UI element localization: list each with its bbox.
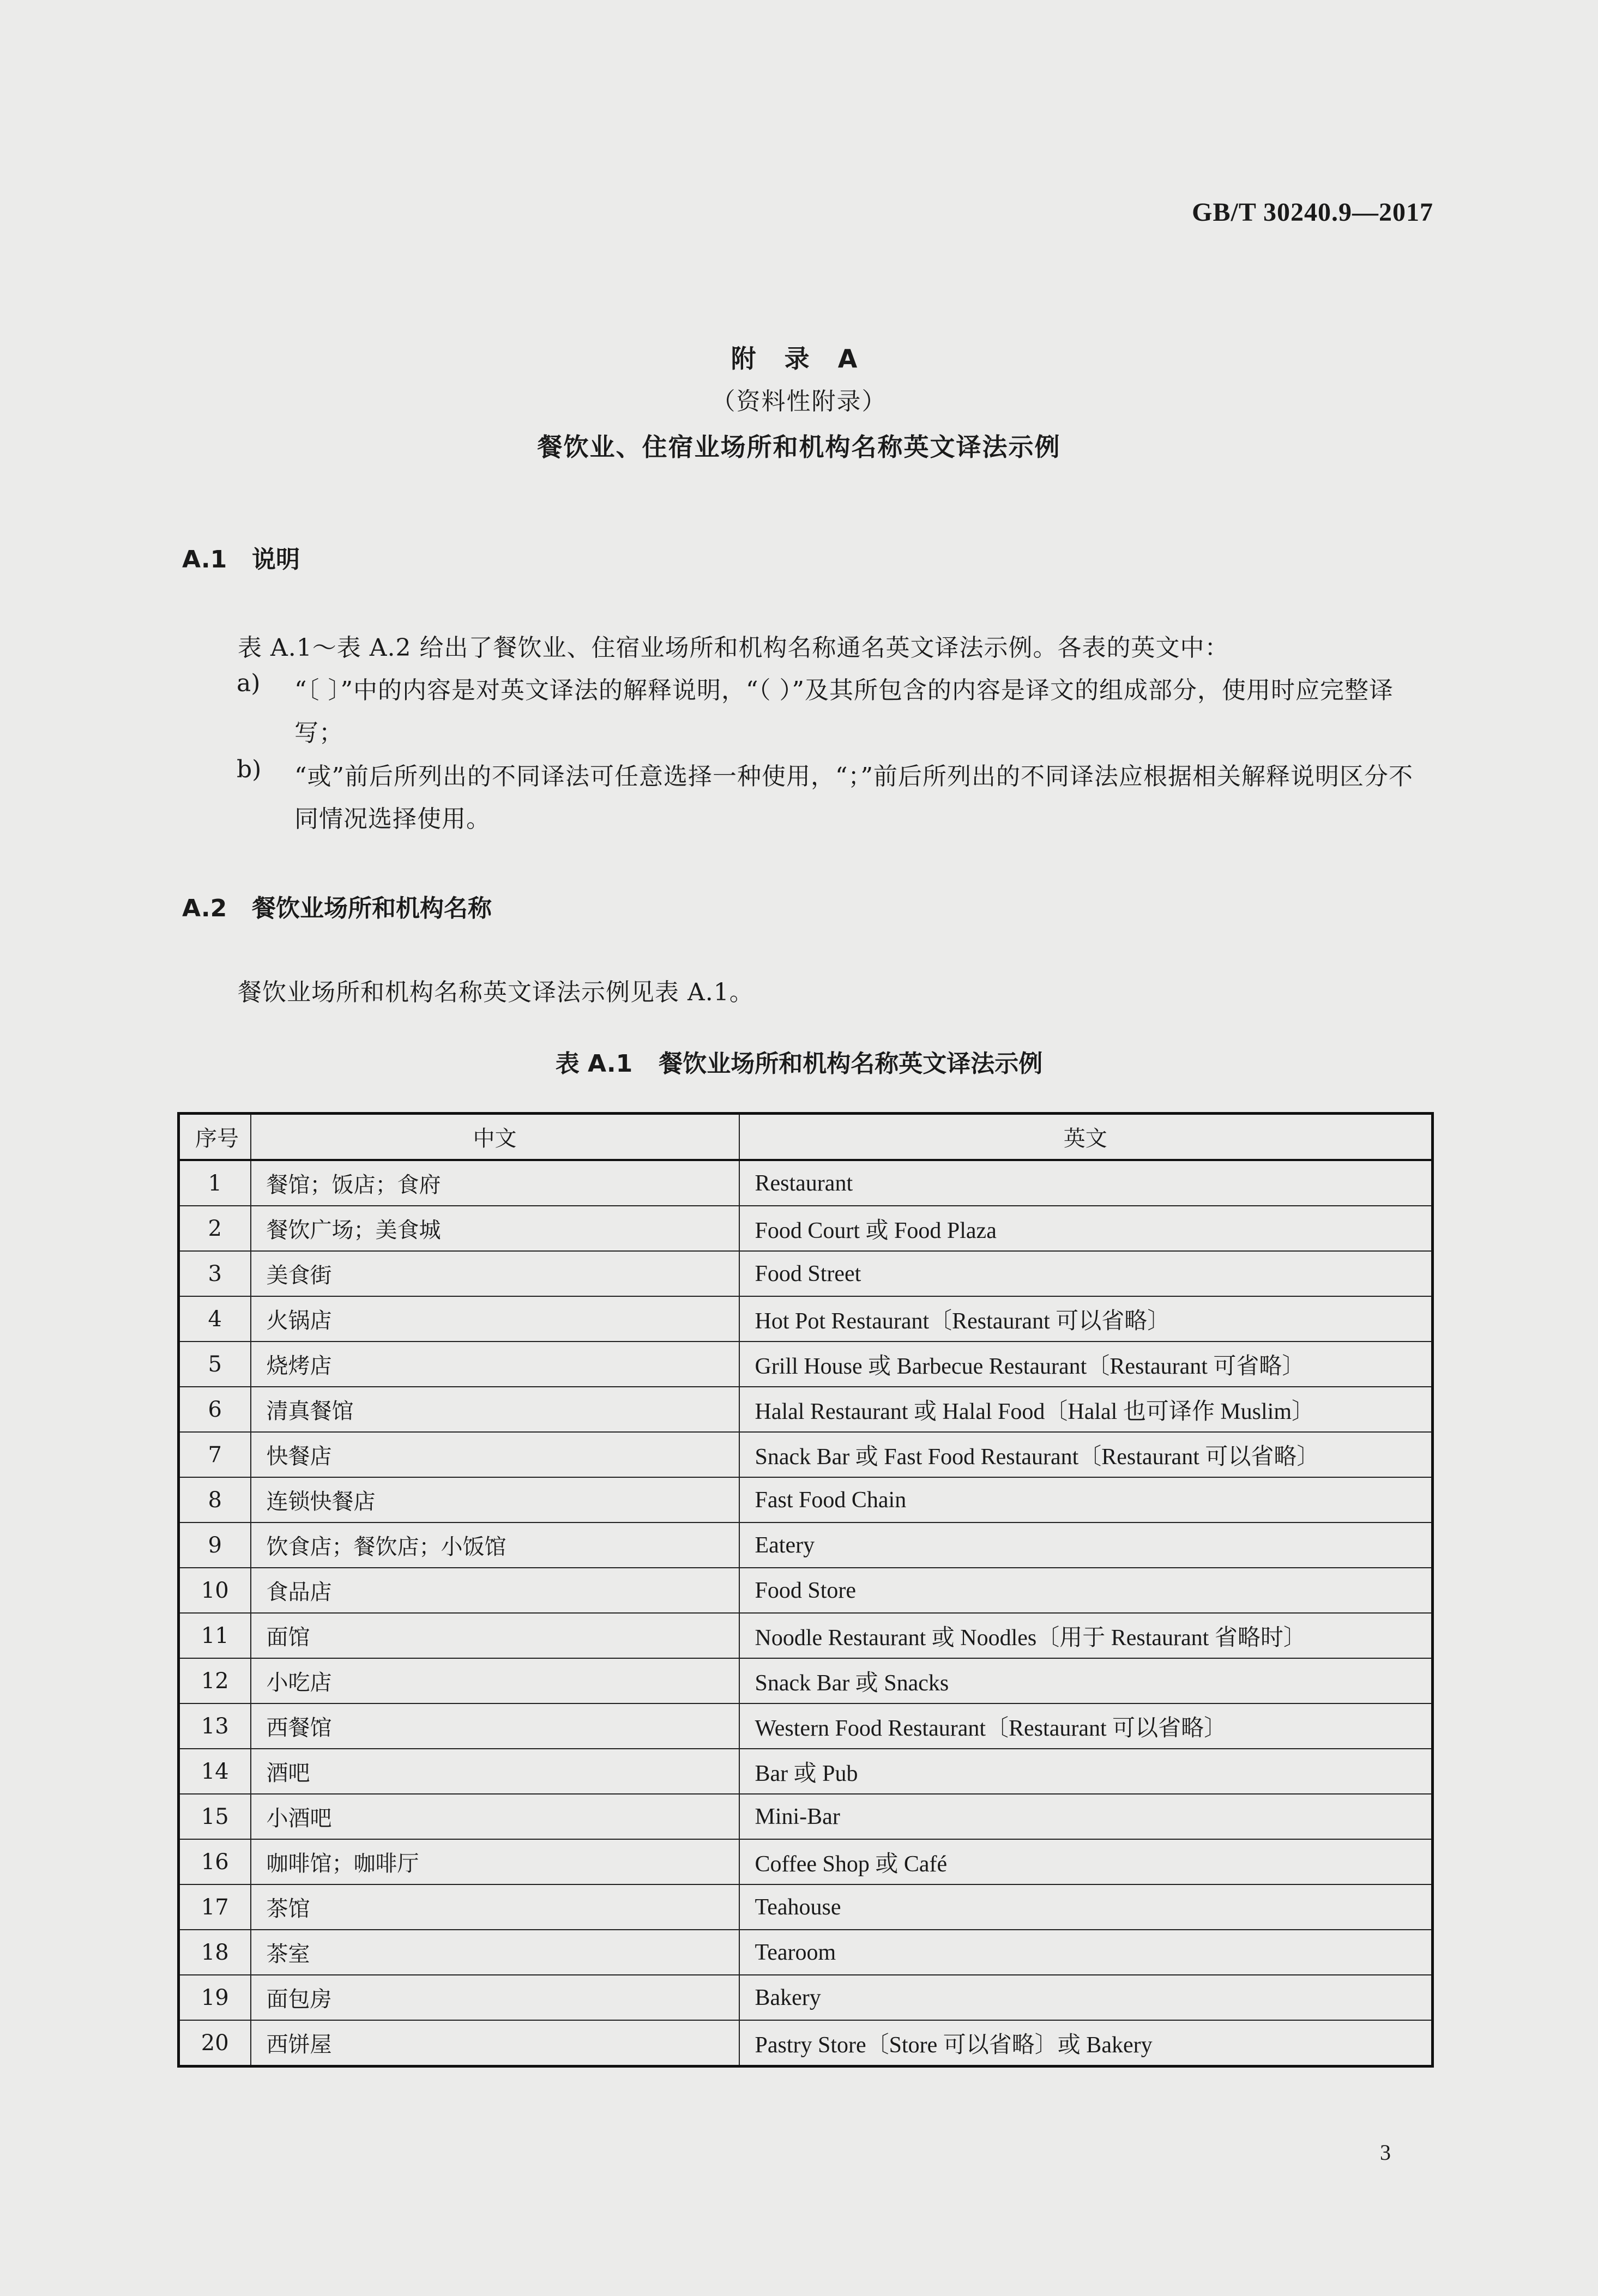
row-english: Grill House 或 Barbecue Restaurant〔Restaurant 可省略〕 [739, 1342, 1433, 1387]
translation-table [177, 1112, 1434, 2068]
row-english: Noodle Restaurant 或 Noodles〔用于 Restaurant 省略时〕 [739, 1613, 1433, 1658]
row-english: Snack Bar 或 Fast Food Restaurant〔Restaurant 可以省略〕 [739, 1432, 1433, 1477]
annex-type: （资料性附录） [711, 388, 887, 415]
row-index: 11 [179, 1613, 251, 1658]
row-chinese: 食品店 [251, 1568, 739, 1613]
section-a2-heading [182, 889, 492, 923]
section-a2-number: A.2 [182, 895, 227, 922]
row-english: Mini-Bar [739, 1794, 1433, 1839]
section-a2-text: 餐饮业场所和机构名称英文译法示例见表 A.1。 [238, 978, 754, 1006]
table-row [179, 1930, 1433, 1975]
row-english: Bakery [739, 1975, 1433, 2020]
row-chinese: 西饼屋 [251, 2020, 739, 2067]
row-english: Fast Food Chain [739, 1477, 1433, 1522]
list-item-a-text: “〔 〕”中的内容是对英文译法的解释说明，“（ ）”及其所包含的内容是译文的组成部分，使用时应完整译写； [294, 676, 1394, 747]
row-english: Food Street [739, 1251, 1433, 1296]
row-index: 9 [179, 1522, 251, 1568]
list-item-b-label: b) [237, 756, 262, 783]
list-item-a-label: a) [237, 669, 261, 697]
row-english: Halal Restaurant 或 Halal Food〔Halal 也可译作 Muslim〕 [739, 1387, 1433, 1432]
row-chinese: 清真餐馆 [251, 1387, 739, 1432]
row-index: 5 [179, 1342, 251, 1387]
row-index: 4 [179, 1296, 251, 1342]
row-chinese: 茶馆 [251, 1884, 739, 1930]
table-row [179, 1251, 1433, 1296]
row-chinese: 面馆 [251, 1613, 739, 1658]
table-row [179, 1296, 1433, 1342]
table-row [179, 1387, 1433, 1432]
row-english: Snack Bar 或 Snacks [739, 1658, 1433, 1703]
row-chinese: 西餐馆 [251, 1703, 739, 1749]
row-index: 8 [179, 1477, 251, 1522]
row-index: 14 [179, 1749, 251, 1794]
row-index: 1 [179, 1160, 251, 1206]
row-english: Eatery [739, 1522, 1433, 1568]
row-chinese: 快餐店 [251, 1432, 739, 1477]
row-english: Restaurant [739, 1160, 1433, 1206]
row-english: Coffee Shop 或 Café [739, 1839, 1433, 1884]
row-chinese: 餐馆；饭店；食府 [251, 1160, 739, 1206]
row-english: Tearoom [739, 1930, 1433, 1975]
table-row [179, 1342, 1433, 1387]
row-index: 15 [179, 1794, 251, 1839]
page-number: 3 [1380, 2140, 1391, 2165]
row-index: 17 [179, 1884, 251, 1930]
row-chinese: 茶室 [251, 1930, 739, 1975]
row-index: 2 [179, 1206, 251, 1251]
table-row [179, 1522, 1433, 1568]
table-row [179, 2020, 1433, 2067]
table-row [179, 1432, 1433, 1477]
row-english: Bar 或 Pub [739, 1749, 1433, 1794]
row-index: 19 [179, 1975, 251, 2020]
row-english: Hot Pot Restaurant〔Restaurant 可以省略〕 [739, 1296, 1433, 1342]
row-chinese: 饮食店；餐饮店；小饭馆 [251, 1522, 739, 1568]
section-a1-title: 说明 [252, 546, 300, 573]
table-row [179, 1160, 1433, 1206]
row-chinese: 小酒吧 [251, 1794, 739, 1839]
row-index: 13 [179, 1703, 251, 1749]
row-index: 6 [179, 1387, 251, 1432]
annex-title: 附 录 A [731, 344, 867, 373]
row-chinese: 美食街 [251, 1251, 739, 1296]
table-caption-title: 餐饮业场所和机构名称英文译法示例 [659, 1050, 1043, 1078]
row-english: Western Food Restaurant〔Restaurant 可以省略〕 [739, 1703, 1433, 1749]
table-header-row [179, 1114, 1433, 1161]
standard-code: GB/T 30240.9—2017 [1192, 198, 1433, 227]
row-index: 18 [179, 1930, 251, 1975]
row-english: Food Store [739, 1568, 1433, 1613]
table-row [179, 1975, 1433, 2020]
table-row [179, 1839, 1433, 1884]
row-english: Teahouse [739, 1884, 1433, 1930]
table-row [179, 1658, 1433, 1703]
row-chinese: 咖啡馆；咖啡厅 [251, 1839, 739, 1884]
row-index: 3 [179, 1251, 251, 1296]
table-caption-number: 表 A.1 [555, 1050, 633, 1078]
table-row [179, 1703, 1433, 1749]
row-chinese: 连锁快餐店 [251, 1477, 739, 1522]
section-a2-title: 餐饮业场所和机构名称 [252, 895, 492, 922]
table-row [179, 1568, 1433, 1613]
section-a1-heading [182, 540, 300, 575]
section-a1-intro: 表 A.1～表 A.2 给出了餐饮业、住宿业场所和机构名称通名英文译法示例。各表的英文中： [238, 634, 1229, 662]
header-english: 英文 [739, 1114, 1433, 1161]
table-row [179, 1613, 1433, 1658]
table-row [179, 1794, 1433, 1839]
row-english: Food Court 或 Food Plaza [739, 1206, 1433, 1251]
table-caption [0, 1044, 1598, 1079]
table-body [179, 1160, 1433, 2067]
row-english: Pastry Store〔Store 可以省略〕或 Bakery [739, 2020, 1433, 2067]
row-chinese: 烧烤店 [251, 1342, 739, 1387]
annex-name: 餐饮业、住宿业场所和机构名称英文译法示例 [537, 432, 1061, 462]
row-index: 7 [179, 1432, 251, 1477]
header-index: 序号 [179, 1114, 251, 1161]
row-chinese: 火锅店 [251, 1296, 739, 1342]
row-chinese: 面包房 [251, 1975, 739, 2020]
header-chinese: 中文 [251, 1114, 739, 1161]
row-chinese: 餐饮广场；美食城 [251, 1206, 739, 1251]
row-index: 12 [179, 1658, 251, 1703]
table-row [179, 1477, 1433, 1522]
row-chinese: 酒吧 [251, 1749, 739, 1794]
table-row [179, 1884, 1433, 1930]
list-item-b-text: “或”前后所列出的不同译法可任意选择一种使用，“；”前后所列出的不同译法应根据相关解释说明区分不同情况选择使用。 [294, 763, 1413, 833]
table-row [179, 1206, 1433, 1251]
row-index: 10 [179, 1568, 251, 1613]
row-chinese: 小吃店 [251, 1658, 739, 1703]
row-index: 20 [179, 2020, 251, 2067]
row-index: 16 [179, 1839, 251, 1884]
section-a1-number: A.1 [182, 546, 227, 573]
table-row [179, 1749, 1433, 1794]
